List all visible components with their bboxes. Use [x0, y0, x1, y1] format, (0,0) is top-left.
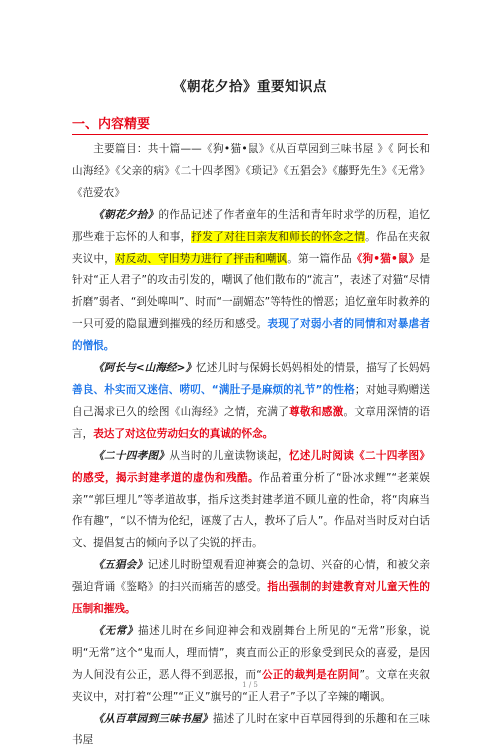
festival-text-1: 记述儿时盼望观看迎神赛会的急切、兴奋的心情，和被父亲强迫背诵《鉴略》的扫兴而痛苦的感受。: [72, 559, 431, 594]
paragraph-wuchang: [72, 621, 430, 709]
theme-sympathy: 表现了对弱小者的同情和对暴虐者的憎恨。: [72, 318, 431, 353]
wuchang-judgement: 公正的裁判是在阴间: [261, 668, 360, 681]
paragraph-filial-piety: [72, 446, 430, 556]
paragraph-wuchang-festival: [72, 555, 430, 621]
a-chang-text-3: 。文章用深情的语言，: [72, 405, 431, 440]
overview-text-1: 的作品记述了作者童年的生活和青年时求学的历程，追忆那些难于忘怀的人和事，: [72, 208, 431, 243]
overview-text-2: 。作品在夹叙夹议中，: [72, 230, 431, 265]
essay-title-wuchang: 《无常》: [93, 624, 139, 637]
paragraph-baicaoyuan: [72, 709, 430, 752]
document-body: [72, 139, 430, 752]
a-chang-text-2: ；对她寻购赠送自己渴求已久的绘图《山海经》之情，充满了: [72, 383, 430, 418]
paragraph-a-chang: [72, 358, 430, 446]
highlight-nostalgia: 抒发了对往日亲友和师长的怀念之情: [191, 230, 366, 243]
section-heading-rule: [72, 134, 428, 135]
filial-text-2: 作品着重分析了“卧冰求鲤”“老莱娱亲”“郭巨埋儿”等孝道故事，指斥这类封建孝道不顾儿童的性命，将“肉麻当作有趣”，“以不情为伦纪，诬蔑了古人，教坏了后人”。作品对当时反对白话文、提倡复古的倾向予以了尖锐的抨击。: [72, 471, 431, 550]
overview-text-4: 是针对“正人君子”的攻击引发的，嘲讽了他们散布的“流言”，表述了对猫“尽情折磨”弱者、“到处嗥叫”、时而“一副媚态”等特性的憎恶；追忆童年时救养的一只可爱的隐鼠遭到摧残的经历和感受。: [72, 252, 431, 331]
essay-title-wuchang-festival: 《五猖会》: [93, 559, 148, 572]
highlight-critique: 对反动、守旧势力进行了抨击和嘲讽: [115, 252, 288, 265]
a-chang-text-1: 忆述儿时与保姆长妈妈相处的情景，描写了长妈妈: [196, 362, 430, 375]
essay-title-dog-cat-mouse: 《狗•猫•鼠》: [351, 252, 420, 265]
page-number: 1 / 5: [242, 681, 258, 689]
wuchang-text-2: ”。文章在夹叙夹议中，对打着“公理”“正义”旗号的“正人君子”予以了辛辣的嘲讽。: [72, 668, 430, 703]
section-heading: 一、内容精要: [72, 117, 151, 132]
essay-title-baicaoyuan: 《从百草园到三味书屋》: [93, 712, 213, 725]
document-title: 《朝花夕拾》重要知识点: [173, 79, 327, 95]
filial-theme: 忆述儿时阅读《二十四孝图》的感受，揭示封建孝道的虚伪和残酷。: [72, 449, 431, 484]
a-chang-character: 善良、朴实而又迷信、唠叨、“满肚子是麻烦的礼节”的性格: [72, 383, 355, 396]
essay-title-filial-piety: 《二十四孝图》: [93, 449, 170, 462]
festival-theme: 指出强制的封建教育对儿童天性的压制和摧残。: [72, 581, 431, 616]
paragraph-main-works: [72, 139, 430, 205]
essay-title-a-chang: 《阿长与<山海经>》: [93, 362, 197, 375]
paragraph-overview: [72, 205, 430, 358]
a-chang-theme: 表达了对这位劳动妇女的真诚的怀念。: [93, 427, 274, 440]
main-works-text: 主要篇目：共十篇——《狗•猫•鼠》《从百草园到三味书屋 》《 阿长和山海经》《父亲的病》《二十四孝图》《琐记》《五猖会》《藤野先生》《无常》 《范爱农》: [72, 143, 430, 199]
a-chang-gratitude: 尊敬和感激: [289, 405, 344, 418]
wuchang-text-1: 描述儿时在乡间迎神会和戏剧舞台上所见的“无常”形象，说明“无常”这个“鬼而人，理而情”，爽直而公正的形象受到民众的喜爱，是因为人间没有公正，恶人得不到恶报，而“: [72, 624, 430, 681]
filial-text-1: 从当时的儿童读物谈起，: [169, 449, 289, 462]
book-title: 《朝花夕拾》: [93, 208, 159, 221]
overview-text-3: 。第一篇作品: [287, 252, 352, 265]
baicaoyuan-text-1: 描述了儿时在家中百草园得到的乐趣和在三味书屋: [72, 712, 431, 747]
